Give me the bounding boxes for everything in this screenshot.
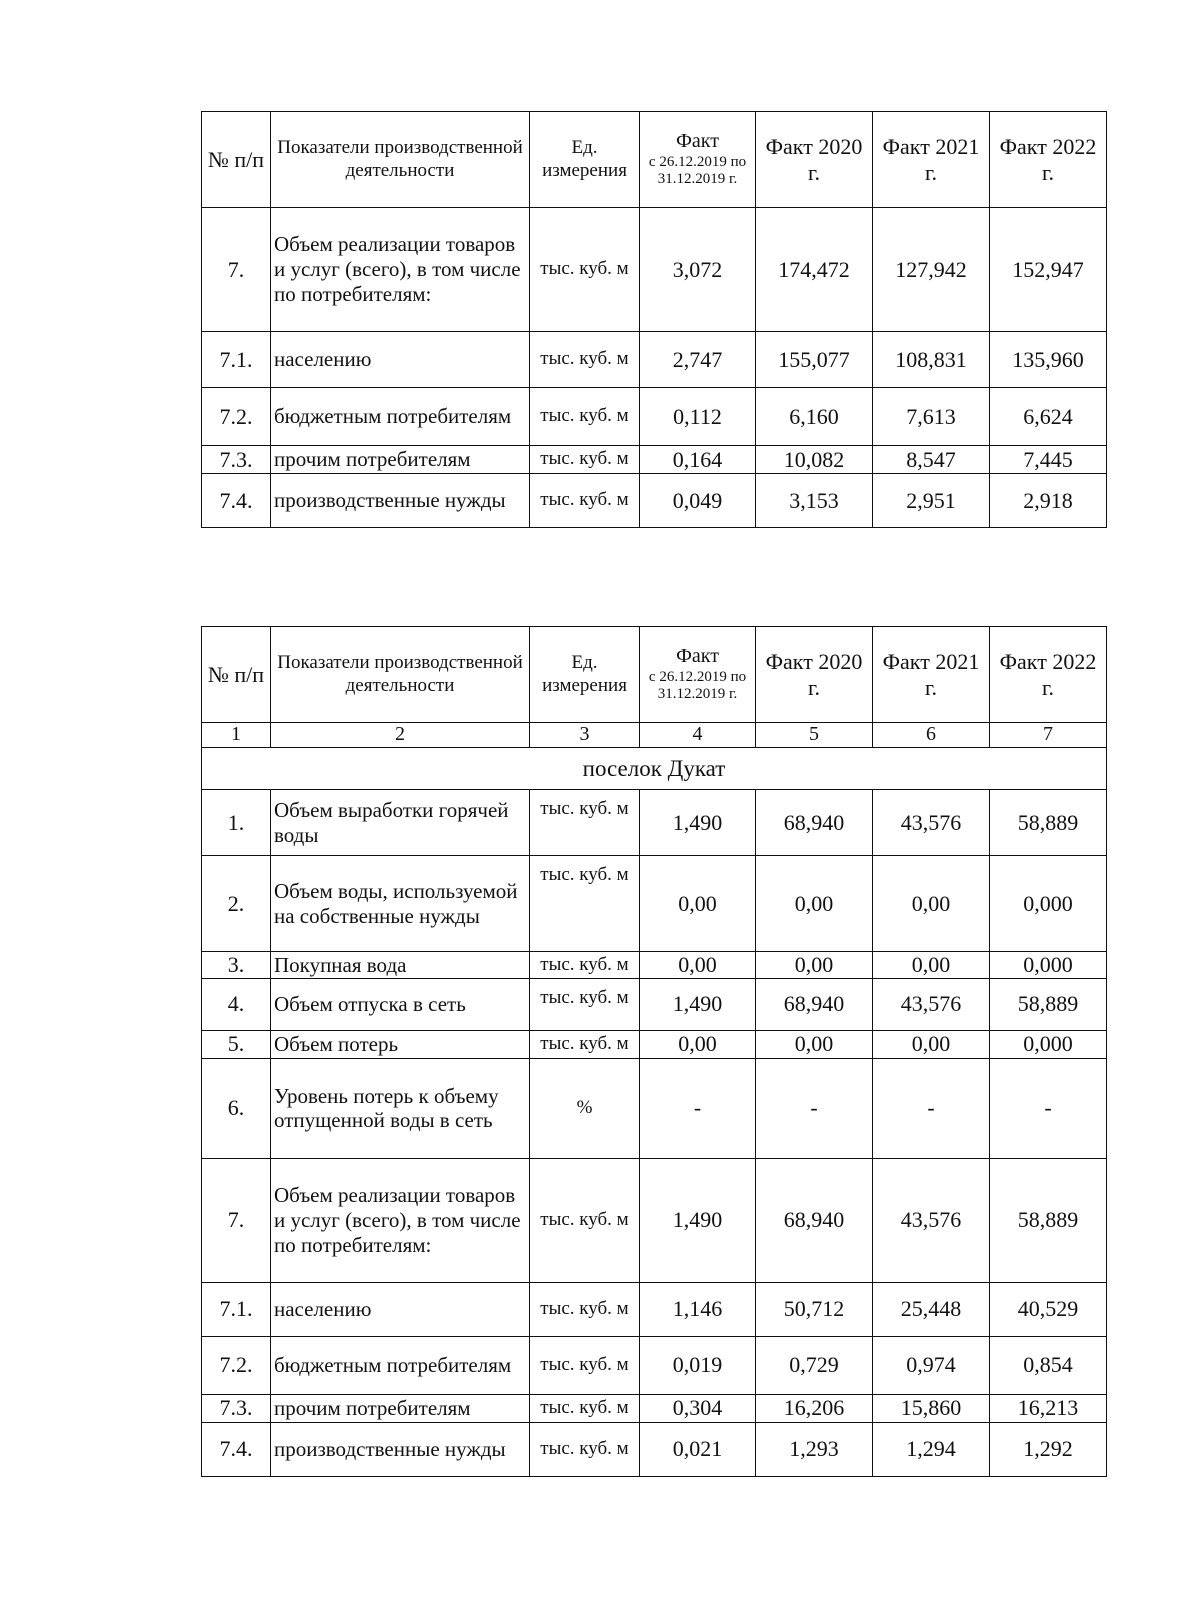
value-2021: 2,951 (873, 474, 990, 528)
value-2022: 0,854 (990, 1336, 1107, 1394)
column-number: 5 (756, 723, 873, 748)
row-number: 5. (202, 1030, 271, 1058)
unit-cell: тыс. куб. м (530, 952, 640, 979)
header-num: № п/п (202, 112, 271, 208)
value-2019: 0,112 (640, 388, 756, 446)
header-fact-period-title: Факт (676, 645, 719, 668)
indicator-name: Объем выработки горячей воды (271, 790, 530, 856)
value-2020: 0,00 (756, 856, 873, 952)
table-row (202, 952, 1107, 979)
value-2019: 0,049 (640, 474, 756, 528)
value-2022: 16,213 (990, 1394, 1107, 1422)
value-2019: 0,021 (640, 1422, 756, 1476)
header-fact-period (640, 112, 756, 208)
value-2021: 0,974 (873, 1336, 990, 1394)
column-number: 1 (202, 723, 271, 748)
section-title: поселок Дукат (202, 748, 1107, 790)
value-2022: 58,889 (990, 978, 1107, 1030)
unit-cell: % (530, 1058, 640, 1158)
unit-cell: тыс. куб. м (530, 474, 640, 528)
value-2021: 108,831 (873, 332, 990, 388)
value-2020: 68,940 (756, 978, 873, 1030)
value-2019: 1,490 (640, 790, 756, 856)
column-number: 2 (271, 723, 530, 748)
unit-cell: тыс. куб. м (530, 388, 640, 446)
row-number: 7.2. (202, 1336, 271, 1394)
value-2021: 0,00 (873, 856, 990, 952)
indicator-name: населению (271, 1282, 530, 1336)
value-2020: 0,00 (756, 952, 873, 979)
header-num: № п/п (202, 627, 271, 723)
value-2021: 0,00 (873, 1030, 990, 1058)
value-2020: 155,077 (756, 332, 873, 388)
indicator-name: производственные нужды (271, 1422, 530, 1476)
unit-cell: тыс. куб. м (530, 856, 640, 952)
indicator-name: бюджетным потребителям (271, 388, 530, 446)
value-2019: 1,490 (640, 978, 756, 1030)
table-row (202, 332, 1107, 388)
column-number-row (202, 723, 1107, 748)
table-row (202, 856, 1107, 952)
value-2019: - (640, 1058, 756, 1158)
indicator-name: Объем воды, используемой на собственные нужды (271, 856, 530, 952)
unit-cell: тыс. куб. м (530, 978, 640, 1030)
row-number: 7.3. (202, 446, 271, 474)
header-fact-2022: Факт 2022 г. (990, 627, 1107, 723)
indicator-name: Объем потерь (271, 1030, 530, 1058)
value-2020: 174,472 (756, 208, 873, 332)
value-2020: 1,293 (756, 1422, 873, 1476)
unit-cell: тыс. куб. м (530, 208, 640, 332)
value-2019: 2,747 (640, 332, 756, 388)
indicator-name: прочим потребителям (271, 446, 530, 474)
header-unit: Ед. измерения (530, 627, 640, 723)
header-fact-2020: Факт 2020 г. (756, 112, 873, 208)
value-2019: 0,00 (640, 952, 756, 979)
value-2020: 68,940 (756, 1158, 873, 1282)
value-2021: - (873, 1058, 990, 1158)
production-table-2 (201, 626, 1107, 1477)
value-2022: 135,960 (990, 332, 1107, 388)
value-2019: 0,019 (640, 1336, 756, 1394)
value-2021: 43,576 (873, 790, 990, 856)
row-number: 4. (202, 978, 271, 1030)
value-2022: 40,529 (990, 1282, 1107, 1336)
value-2020: 3,153 (756, 474, 873, 528)
value-2020: 50,712 (756, 1282, 873, 1336)
header-fact-period-dates: с 26.12.2019 по 31.12.2019 г. (648, 153, 747, 188)
indicator-name: Уровень потерь к объему отпущенной воды в сеть (271, 1058, 530, 1158)
value-2022: 0,000 (990, 856, 1107, 952)
indicator-name: Покупная вода (271, 952, 530, 979)
header-fact-period (640, 627, 756, 723)
header-unit: Ед. измерения (530, 112, 640, 208)
value-2022: 152,947 (990, 208, 1107, 332)
value-2020: 68,940 (756, 790, 873, 856)
unit-cell: тыс. куб. м (530, 1030, 640, 1058)
table-row (202, 388, 1107, 446)
value-2022: 58,889 (990, 1158, 1107, 1282)
value-2019: 0,164 (640, 446, 756, 474)
value-2021: 25,448 (873, 1282, 990, 1336)
indicator-name: прочим потребителям (271, 1394, 530, 1422)
column-number: 7 (990, 723, 1107, 748)
table-row (202, 790, 1107, 856)
unit-cell: тыс. куб. м (530, 1394, 640, 1422)
production-table-1 (201, 111, 1107, 528)
row-number: 7.4. (202, 474, 271, 528)
value-2020: - (756, 1058, 873, 1158)
row-number: 3. (202, 952, 271, 979)
value-2021: 127,942 (873, 208, 990, 332)
row-number: 2. (202, 856, 271, 952)
value-2022: 1,292 (990, 1422, 1107, 1476)
value-2021: 8,547 (873, 446, 990, 474)
column-number: 4 (640, 723, 756, 748)
value-2022: 6,624 (990, 388, 1107, 446)
row-number: 7.4. (202, 1422, 271, 1476)
table-row (202, 978, 1107, 1030)
value-2021: 43,576 (873, 978, 990, 1030)
table-row (202, 1422, 1107, 1476)
value-2020: 0,729 (756, 1336, 873, 1394)
value-2022: 2,918 (990, 474, 1107, 528)
column-number: 6 (873, 723, 990, 748)
row-number: 7. (202, 1158, 271, 1282)
table-2-body (202, 790, 1107, 1477)
value-2021: 1,294 (873, 1422, 990, 1476)
indicator-name: Объем реализации товаров и услуг (всего), в том числе по потребителям: (271, 1158, 530, 1282)
row-number: 1. (202, 790, 271, 856)
value-2019: 3,072 (640, 208, 756, 332)
value-2019: 0,00 (640, 1030, 756, 1058)
row-number: 6. (202, 1058, 271, 1158)
unit-cell: тыс. куб. м (530, 1422, 640, 1476)
indicator-name: населению (271, 332, 530, 388)
unit-cell: тыс. куб. м (530, 332, 640, 388)
table-row (202, 1030, 1107, 1058)
unit-cell: тыс. куб. м (530, 790, 640, 856)
header-fact-2020: Факт 2020 г. (756, 627, 873, 723)
value-2021: 43,576 (873, 1158, 990, 1282)
table-header-row (202, 627, 1107, 723)
indicator-name: Объем отпуска в сеть (271, 978, 530, 1030)
value-2019: 1,490 (640, 1158, 756, 1282)
unit-cell: тыс. куб. м (530, 1336, 640, 1394)
table-row (202, 1282, 1107, 1336)
header-fact-2022: Факт 2022 г. (990, 112, 1107, 208)
header-indicator: Показатели производственной деятельности (271, 627, 530, 723)
value-2022: 7,445 (990, 446, 1107, 474)
value-2020: 0,00 (756, 1030, 873, 1058)
value-2022: 58,889 (990, 790, 1107, 856)
row-number: 7.1. (202, 332, 271, 388)
header-fact-2021: Факт 2021 г. (873, 112, 990, 208)
table-row (202, 1336, 1107, 1394)
value-2019: 1,146 (640, 1282, 756, 1336)
value-2020: 6,160 (756, 388, 873, 446)
unit-cell: тыс. куб. м (530, 1158, 640, 1282)
table-1-body (202, 208, 1107, 528)
value-2019: 0,00 (640, 856, 756, 952)
row-number: 7.1. (202, 1282, 271, 1336)
unit-cell: тыс. куб. м (530, 1282, 640, 1336)
table-row (202, 1058, 1107, 1158)
value-2019: 0,304 (640, 1394, 756, 1422)
value-2021: 0,00 (873, 952, 990, 979)
value-2022: 0,000 (990, 1030, 1107, 1058)
indicator-name: Объем реализации товаров и услуг (всего), в том числе по потребителям: (271, 208, 530, 332)
table-row (202, 1158, 1107, 1282)
indicator-name: бюджетным потребителям (271, 1336, 530, 1394)
table-row (202, 1394, 1107, 1422)
value-2022: - (990, 1058, 1107, 1158)
unit-cell: тыс. куб. м (530, 446, 640, 474)
section-row (202, 748, 1107, 790)
row-number: 7. (202, 208, 271, 332)
value-2021: 15,860 (873, 1394, 990, 1422)
table-row (202, 474, 1107, 528)
value-2020: 10,082 (756, 446, 873, 474)
header-fact-period-title: Факт (676, 130, 719, 153)
value-2020: 16,206 (756, 1394, 873, 1422)
indicator-name: производственные нужды (271, 474, 530, 528)
value-2021: 7,613 (873, 388, 990, 446)
header-fact-2021: Факт 2021 г. (873, 627, 990, 723)
header-indicator: Показатели производственной деятельности (271, 112, 530, 208)
table-header-row (202, 112, 1107, 208)
row-number: 7.2. (202, 388, 271, 446)
value-2022: 0,000 (990, 952, 1107, 979)
table-row (202, 446, 1107, 474)
column-number: 3 (530, 723, 640, 748)
table-row (202, 208, 1107, 332)
row-number: 7.3. (202, 1394, 271, 1422)
header-fact-period-dates: с 26.12.2019 по 31.12.2019 г. (648, 668, 747, 703)
